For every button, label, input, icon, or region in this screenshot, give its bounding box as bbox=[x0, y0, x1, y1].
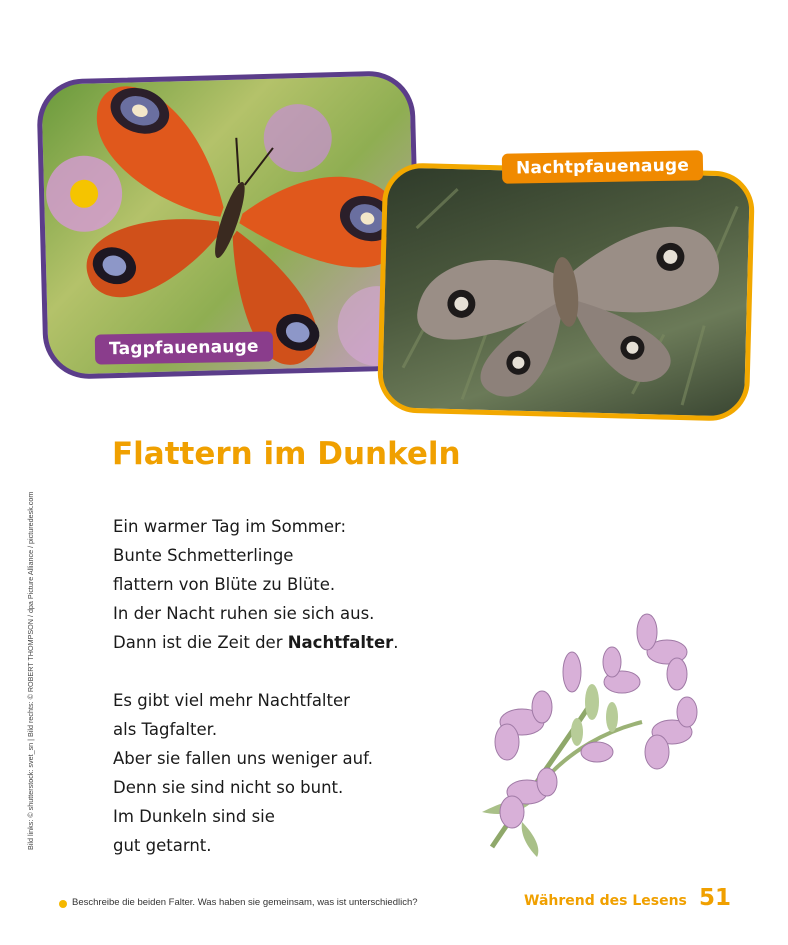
text-line: Aber sie fallen uns weniger auf. bbox=[113, 749, 373, 768]
page-number: 51 bbox=[699, 885, 732, 911]
page-title: Flattern im Dunkeln bbox=[112, 436, 461, 472]
footer-task: Beschreibe die beiden Falter. Was haben sie gemeinsam, was ist unterschiedlich? bbox=[72, 897, 418, 908]
text-line: gut getarnt. bbox=[113, 836, 212, 855]
text-line: Ein warmer Tag im Sommer: bbox=[113, 517, 347, 536]
text-segment: . bbox=[393, 633, 399, 652]
text-line: In der Nacht ruhen sie sich aus. bbox=[113, 604, 375, 623]
image-credit: Bild links: © shutterstock: svet_sn | Bild rechts: © ROBERT THOMPSON / dpa Picture Alliance / picturedesk.com bbox=[26, 491, 35, 850]
stanza-1 bbox=[113, 512, 399, 657]
text-line: Im Dunkeln sind sie bbox=[113, 807, 275, 826]
peacock-butterfly-illustration bbox=[41, 75, 416, 375]
text-line: Bunte Schmetterlinge bbox=[113, 546, 294, 565]
footer-section-title: Während des Lesens bbox=[524, 893, 687, 909]
emperor-moth-photo bbox=[377, 162, 755, 422]
text-segment: Dann ist die Zeit der bbox=[113, 633, 288, 652]
emperor-moth-illustration bbox=[382, 167, 750, 416]
label-nachtpfauenauge: Nachtpfauenauge bbox=[502, 150, 704, 184]
text-line: flattern von Blüte zu Blüte. bbox=[113, 575, 336, 594]
emphasis-nachtfalter: Nachtfalter bbox=[287, 633, 394, 652]
stanza-2 bbox=[113, 686, 373, 860]
text-line: Denn sie sind nicht so bunt. bbox=[113, 778, 344, 797]
flower-illustration bbox=[462, 612, 707, 862]
label-tagpfauenauge: Tagpfauenauge bbox=[95, 331, 273, 364]
text-line bbox=[113, 628, 399, 657]
text-line: Es gibt viel mehr Nachtfalter bbox=[113, 691, 350, 710]
footer-bullet-icon bbox=[59, 900, 67, 908]
text-line: als Tagfalter. bbox=[113, 720, 218, 739]
